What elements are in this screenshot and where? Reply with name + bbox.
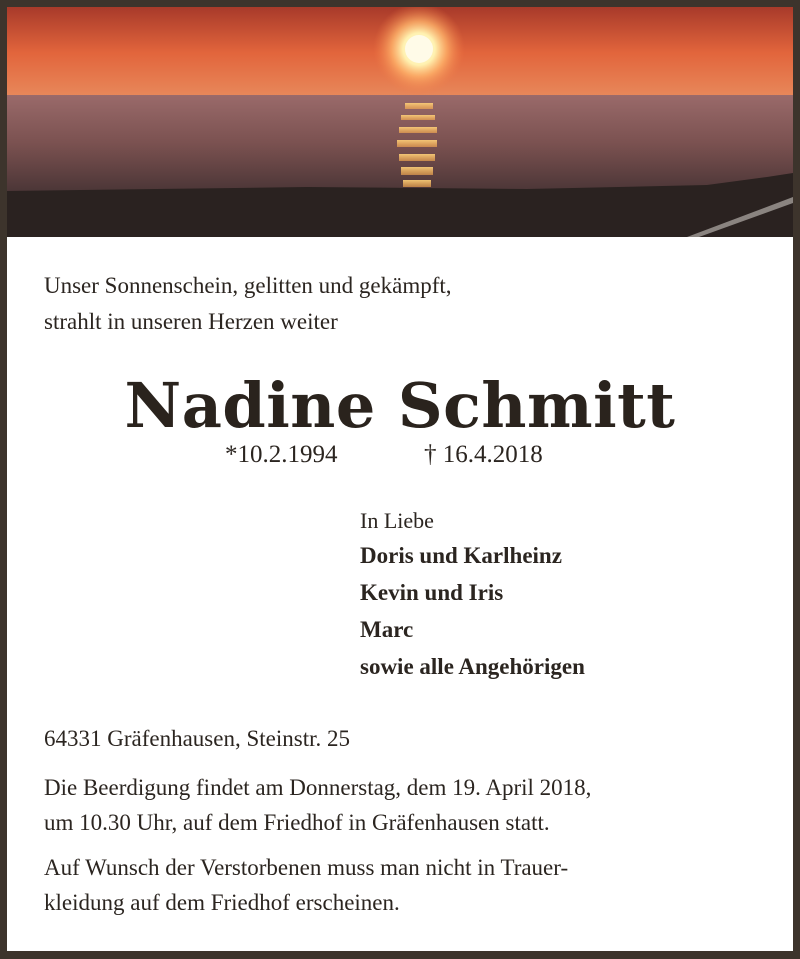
mourner-name: sowie alle Angehörigen [360, 654, 585, 679]
verse-line: strahlt in unseren Herzen weiter [44, 309, 338, 334]
sun [405, 35, 433, 63]
mourners-intro: In Liebe [360, 508, 434, 533]
sun-reflection [397, 103, 437, 187]
funeral-line: um 10.30 Uhr, auf dem Friedhof in Gräfenhausen statt. [44, 810, 550, 835]
wish-line: kleidung auf dem Friedhof erscheinen. [44, 890, 400, 915]
funeral-notice [44, 770, 591, 840]
sunset-photo [7, 7, 793, 237]
verse [44, 268, 452, 340]
birth-date: *10.2.1994 [225, 441, 338, 468]
wish-line: Auf Wunsch der Verstorbenen muss man nicht in Trauer- [44, 855, 569, 880]
funeral-line: Die Beerdigung findet am Donnerstag, dem 19. April 2018, [44, 775, 592, 800]
dress-code-notice [44, 850, 568, 920]
deceased-name: Nadine Schmitt [124, 369, 676, 442]
death-date: † 16.4.2018 [424, 441, 543, 468]
verse-line: Unser Sonnenschein, gelitten und gekämpft, [44, 273, 452, 298]
address: 64331 Gräfenhausen, Steinstr. 25 [44, 726, 350, 751]
mourner-name: Marc [360, 617, 414, 642]
mourner-name: Doris und Karlheinz [360, 543, 562, 568]
mourner-name: Kevin und Iris [360, 580, 504, 605]
